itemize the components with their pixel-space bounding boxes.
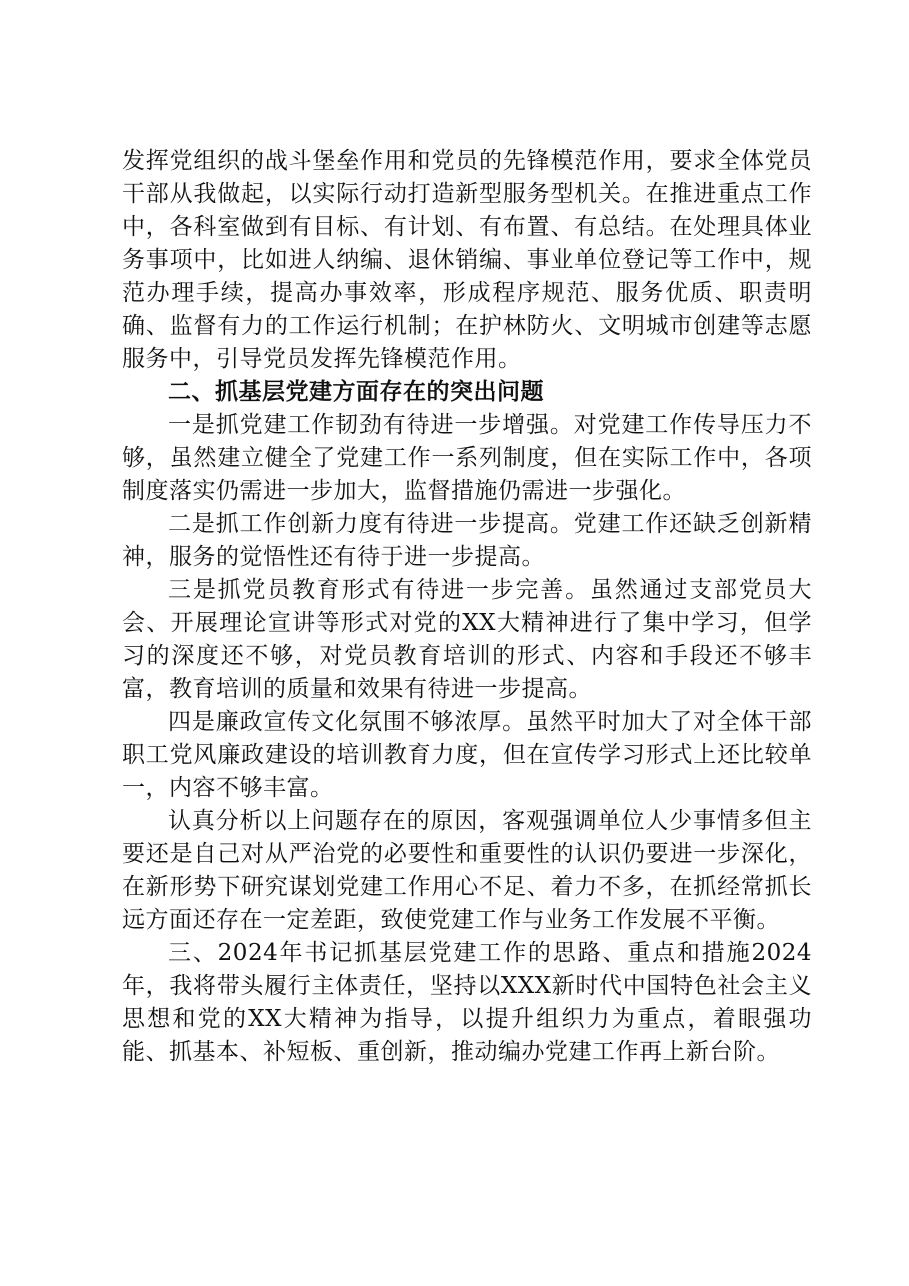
paragraph-problem-one: 一是抓党建工作韧劲有待进一步增强。对党建工作传导压力不够，虽然建立健全了党建工作一系列制度，但在实际工作中，各项制度落实仍需进一步加大，监督措施仍需进一步强化。 <box>122 412 812 504</box>
paragraph-party-role: 发挥党组织的战斗堡垒作用和党员的先锋模范作用，要求全体党员干部从我做起，以实际行动打造新型服务型机关。在推进重点工作中，各科室做到有目标、有计划、有布置、有总结。在处理具体业务事项中，比如进人纳编、退休销编、事业单位登记等工作中，规范办理手续，提高办事效率，形成程序规范、服务优质、职责明确、监督有力的工作运行机制；在护林防火、文明城市创建等志愿服务中，引导党员发挥先锋模范作用。 <box>122 148 812 372</box>
paragraph-problem-four: 四是廉政宣传文化氛围不够浓厚。虽然平时加大了对全体干部职工党风廉政建设的培训教育力度，但在宣传学习形式上还比较单一，内容不够丰富。 <box>122 709 812 801</box>
paragraph-problem-two: 二是抓工作创新力度有待进一步提高。党建工作还缺乏创新精神，服务的觉悟性还有待于进一步提高。 <box>122 511 812 570</box>
section-heading-problems: 二、抓基层党建方面存在的突出问题 <box>168 379 544 405</box>
paragraph-problem-three: 三是抓党员教育形式有待进一步完善。虽然通过支部党员大会、开展理论宣讲等形式对党的XX大精神进行了集中学习，但学习的深度还不够，对党员教育培训的形式、内容和手段还不够丰富，教育培训的质量和效果有待进一步提高。 <box>122 577 812 702</box>
paragraph-2024-plan: 三、2024年书记抓基层党建工作的思路、重点和措施2024年，我将带头履行主体责任，坚持以XXX新时代中国特色社会主义思想和党的XX大精神为指导，以提升组织力为重点，着眼强功能、抓基本、补短板、重创新，推动编办党建工作再上新台阶。 <box>122 940 812 1065</box>
document-page <box>122 145 812 1069</box>
paragraph-cause-analysis: 认真分析以上问题存在的原因，客观强调单位人少事情多但主要还是自己对从严治党的必要性和重要性的认识仍要进一步深化，在新形势下研究谋划党建工作用心不足、着力不多，在抓经常抓长远方面还存在一定差距，致使党建工作与业务工作发展不平衡。 <box>122 808 812 933</box>
